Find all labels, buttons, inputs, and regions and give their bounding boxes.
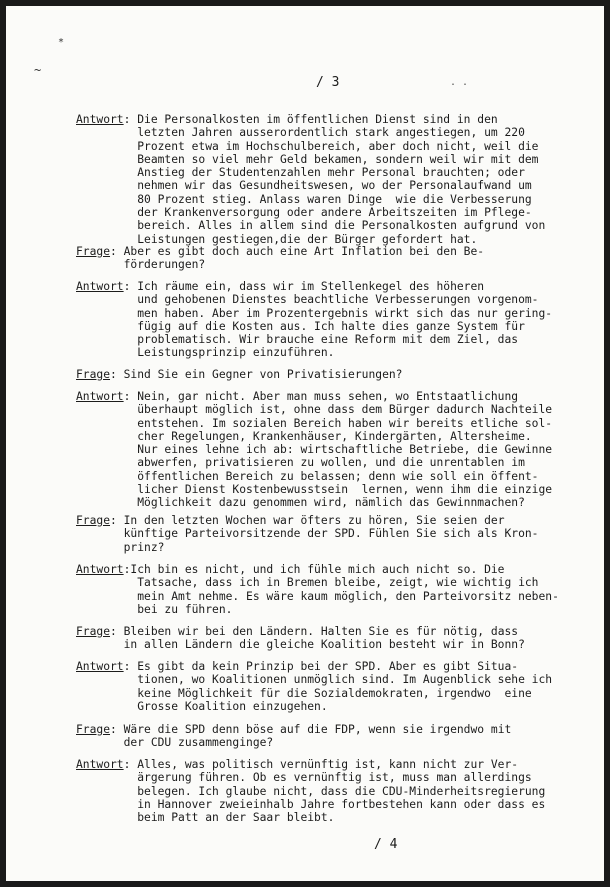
text-line: bereich. Alles in allem sind die Personalkosten aufgrund von (76, 219, 546, 233)
text-line: licher Dienst Kostenbewusstsein lernen, wenn ihm die einzige (76, 483, 553, 497)
text-line (76, 245, 554, 258)
question-label: Frage (76, 245, 111, 258)
text-line: nehmen wir das Gesundheitswesen, wo der Personalaufwand um (76, 179, 532, 193)
text-line: belegen. Ich glaube nicht, dass die CDU-Minderheitsregierung (76, 784, 546, 798)
question-block (76, 368, 554, 381)
text-line: förderungen? (76, 258, 206, 272)
text-line: Leistungen gestiegen,die der Bürger gefordert hat. (76, 232, 478, 246)
dust-specks: .. (450, 77, 475, 88)
text-line (76, 368, 554, 381)
text-line (76, 758, 554, 771)
text-line: Beamten so viel mehr Geld bekamen, sondern weil wir mit dem (76, 152, 539, 166)
text-line: men haben. Aber im Prozentergebnis wirkt sich das nur gering- (76, 306, 553, 320)
text-line: bei zu führen. (76, 602, 233, 616)
text-line: tionen, wo Koalitionen unmöglich sind. Im Augenblick sehe ich (76, 673, 553, 687)
answer-label: Antwort (76, 280, 124, 293)
answer-block (76, 113, 554, 246)
text-line: Tatsache, dass ich in Bremen bleibe, zeigt, wie wichtig ich (76, 576, 539, 590)
question-block (76, 245, 554, 272)
question-label: Frage (76, 368, 111, 381)
line-text: : Nein, gar nicht. Aber man muss sehen, wo Entstaatlichung (123, 390, 519, 403)
text-line: letzten Jahren ausserordentlich stark angestiegen, um 220 (76, 126, 525, 140)
text-line: abwerfen, privatisieren zu wollen, und die unrentablen im (76, 456, 525, 470)
text-line: in Hannover zweieinhalb Jahre fortbestehen kann oder dass es (76, 797, 546, 811)
answer-label: Antwort (76, 113, 124, 126)
line-text: : Alles, was politisch vernünftig ist, kann nicht zur Ver- (123, 758, 519, 771)
text-line: entstehen. Im sozialen Bereich haben wir bereits etliche sol- (76, 416, 553, 430)
text-line (76, 514, 554, 527)
text-line (76, 723, 554, 736)
text-line: beim Patt an der Saar bleibt. (76, 811, 335, 825)
text-line: cher Regelungen, Krankenhäuser, Kindergärten, Altersheime. (76, 429, 532, 443)
line-text: : Bleiben wir bei den Ländern. Halten Sie es für nötig, dass (110, 625, 519, 638)
text-line: künftige Parteivorsitzende der SPD. Fühlen Sie sich als Kron- (76, 527, 539, 541)
stray-mark: ~ (34, 63, 42, 77)
question-label: Frage (76, 514, 111, 527)
line-text: :Ich bin es nicht, und ich fühle mich auch nicht so. Die (123, 563, 505, 576)
line-text: : Aber es gibt doch auch eine Art Inflation bei den Be- (110, 245, 485, 258)
answer-block (76, 660, 554, 713)
page-number-bottom: / 4 (374, 837, 398, 852)
text-line: Prozent etwa im Hochschulbereich, aber doch nicht, weil die (76, 139, 539, 153)
text-line (76, 390, 554, 403)
answer-label: Antwort (76, 390, 124, 403)
answer-label: Antwort (76, 660, 124, 673)
document-page (6, 6, 604, 881)
line-text: : Ich räume ein, dass wir im Stellenkegel des höheren (123, 280, 485, 293)
answer-block (76, 758, 554, 824)
text-line: problematisch. Wir brauche eine Reform mit dem Ziel, das (76, 333, 519, 347)
text-line (76, 563, 554, 576)
text-line: keine Möglichkeit für die Sozialdemokraten, irgendwo eine (76, 686, 532, 700)
text-line (76, 280, 554, 293)
question-block (76, 723, 554, 750)
answer-block (76, 563, 559, 616)
line-text: : In den letzten Wochen war öfters zu hören, Sie seien der (110, 514, 505, 527)
text-line (76, 660, 554, 673)
question-block (76, 514, 554, 554)
answer-block (76, 390, 554, 510)
question-block (76, 625, 554, 652)
text-line: Möglichkeit dazu genommen wird, nämlich das Gewinnmachen? (76, 496, 525, 510)
line-text: : Die Personalkosten im öffentlichen Dienst sind in den (123, 113, 498, 126)
line-text: : Wäre die SPD denn böse auf die FDP, wenn sie irgendwo mit (110, 723, 512, 736)
text-line (76, 113, 554, 126)
line-text: : Es gibt da kein Prinzip bei der SPD. Aber es gibt Situa- (123, 660, 519, 673)
line-text: : Sind Sie ein Gegner von Privatisierungen? (110, 368, 403, 381)
text-line: der Krankenversorgung oder andere Arbeitszeiten im Pflege- (76, 206, 532, 220)
text-line: und gehobenen Dienstes beachtliche Verbesserungen vorgenom- (76, 293, 539, 307)
question-label: Frage (76, 625, 111, 638)
answer-label: Antwort (76, 563, 124, 576)
page-number-top: / 3 (316, 75, 340, 90)
text-line: öffentlichen Bereich zu belassen; denn wie soll ein öffent- (76, 469, 539, 483)
text-line: Grosse Koalition einzugehen. (76, 699, 328, 713)
text-line: in allen Ländern die gleiche Koalition besteht wir in Bonn? (76, 638, 525, 652)
answer-label: Antwort (76, 758, 124, 771)
text-line: 80 Prozent stieg. Anlass waren Dinge wie die Verbesserung (76, 192, 532, 206)
text-line: der CDU zusammenginge? (76, 736, 274, 750)
text-line: ärgerung führen. Ob es vernünftig ist, muss man allerdings (76, 771, 532, 785)
stray-mark: * (58, 37, 65, 48)
text-line (76, 625, 554, 638)
question-label: Frage (76, 723, 111, 736)
text-line: prinz? (76, 540, 165, 554)
text-line: Leistungsprinzip einzuführen. (76, 346, 335, 360)
text-line: Nur eines lehne ich ab: wirtschaftliche Betriebe, die Gewinne (76, 443, 553, 457)
text-line: mein Amt nehme. Es wäre kaum möglich, den Parteivorsitz neben- (76, 589, 559, 603)
answer-block (76, 280, 554, 360)
text-line: fügig auf die Kosten aus. Ich halte dies ganze System für (76, 319, 525, 333)
text-line: Anstieg der Studentenzahlen mehr Personal brauchten; oder (76, 166, 525, 180)
typewritten-text (6, 6, 604, 881)
text-line: überhaupt möglich ist, ohne dass dem Bürger dadurch Nachteile (76, 403, 553, 417)
